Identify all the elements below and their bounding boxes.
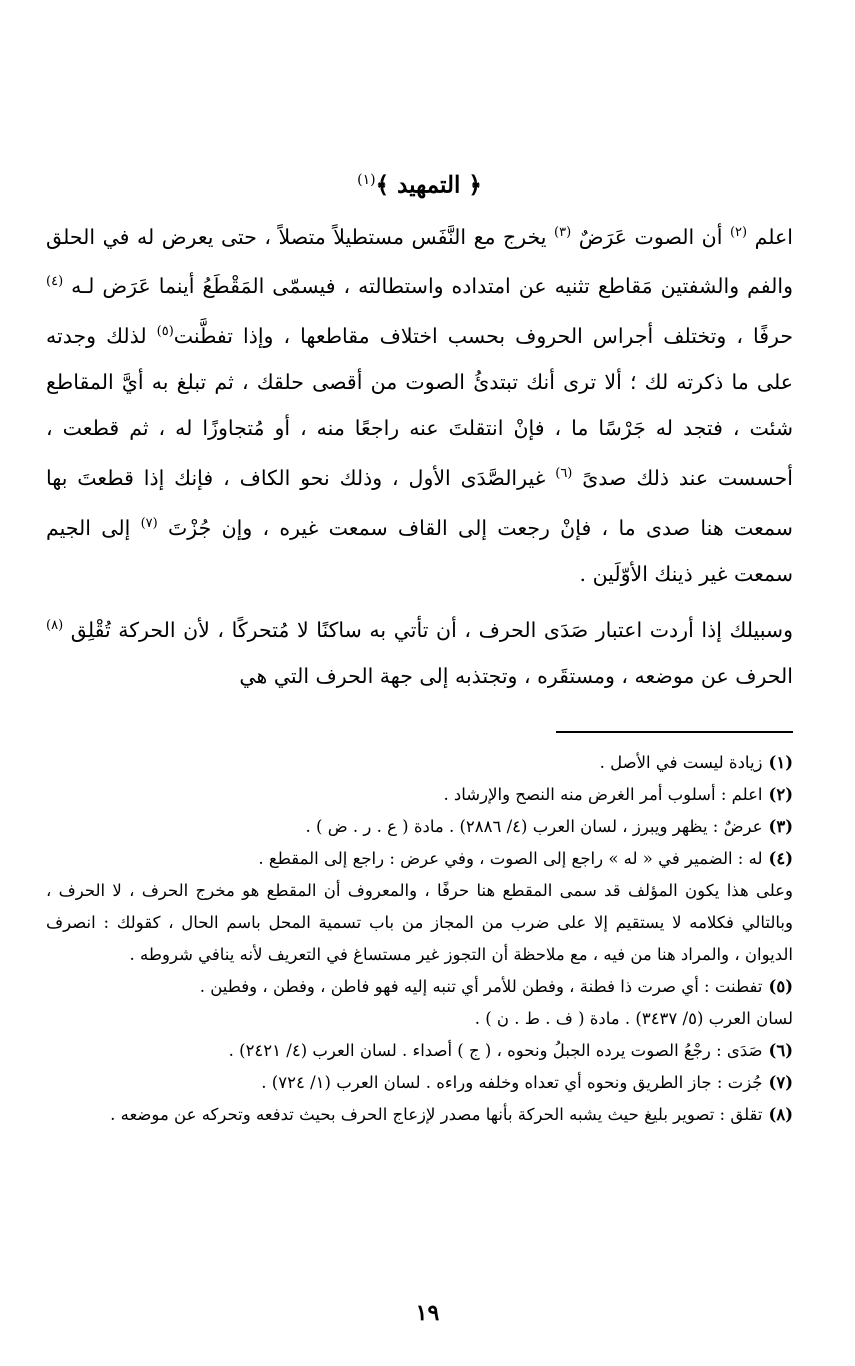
section-title-text: ﴿ التمهيد ﴾ xyxy=(375,171,482,199)
footnote-number: (٧) xyxy=(768,1072,793,1092)
footnote-text: صَدَى : رجْعُ الصوت يرده الجبلُ ونحوه ، ( ج ) أصداء . لسان العرب (٤/ ٢٤٢١) . xyxy=(228,1040,763,1060)
footnote xyxy=(46,843,793,875)
footnote-text: جُزت : جاز الطريق ونحوه أي تعداه وخلفه وراءه . لسان العرب (١/ ٧٢٤) . xyxy=(261,1072,763,1092)
footnote xyxy=(46,1067,793,1099)
footnote-text: تقلق : تصوير بليغ حيث يشبه الحركة بأنها مصدر لإزعاج الحرف بحيث تدفعه وتحركه عن موضعه . xyxy=(110,1104,763,1124)
footnote-ref: (٢) xyxy=(729,224,748,240)
footnote-ref: (٦) xyxy=(555,466,573,482)
footnote xyxy=(46,875,793,971)
section-title xyxy=(46,160,793,206)
footnote-separator xyxy=(556,731,793,733)
footnote-number: (٤) xyxy=(768,848,793,868)
paragraph-text: يخرج مع النَّفَس مستطيلاً متصلاً ، حتى يعرض له في الحلق والفم والشفتين مَقاطع تثنيه عن امتداده واستطالته ، فيسمّى المَقْطَعُ أينما عَرَض لـه xyxy=(46,224,793,299)
body-paragraph-2 xyxy=(46,603,793,699)
paragraph-text: اعلم xyxy=(747,224,793,249)
footnote-ref: (٣) xyxy=(554,224,572,240)
footnote-text: تفطنت : أي صرت ذا فطنة ، وفطن للأمر أي تنبه إليه فهو فاطن ، وفطن ، وفطين . xyxy=(199,976,763,996)
footnote-ref: (٤) xyxy=(46,274,64,290)
paragraph-text: غيرالصَّدَى الأول ، وذلك نحو الكاف ، فإنك إذا قطعتَ بها سمعت هنا صدى ما ، فإنْ رجعت إلى القاف سمعت غيره ، وإن جُزْتَ xyxy=(46,465,793,540)
footnote-text: لسان العرب (٥/ ٣٤٣٧) . مادة ( ف . ط . ن ) . xyxy=(474,1008,793,1028)
footnote xyxy=(46,779,793,811)
paragraph-text: أن الصوت عَرَضٌ xyxy=(571,224,730,249)
paragraph-text: حرفًا ، وتختلف أجراس الحروف بحسب اختلاف مقاطعها ، وإذا تفطَّنت xyxy=(173,324,793,349)
footnote-number: (٢) xyxy=(768,784,793,804)
paragraph-text: إلى الجيم سمعت غير ذينك الأوّلَين . xyxy=(46,515,793,586)
footnote-text: له : الضمير في « له » راجع إلى الصوت ، وفي عرض : راجع إلى المقطع . xyxy=(258,848,763,868)
footnote-number: (٥) xyxy=(768,976,793,996)
footnote-ref: (٥) xyxy=(156,324,174,340)
footnote-number: (٣) xyxy=(768,816,793,836)
footnote-text: عرضٌ : يظهر ويبرز ، لسان العرب (٤/ ٢٨٨٦) . مادة ( ع . ر . ض ) . xyxy=(305,816,763,836)
footnote-number: (١) xyxy=(768,752,793,772)
footnotes-section xyxy=(46,747,793,1131)
footnote xyxy=(46,747,793,779)
footnote xyxy=(46,1099,793,1131)
footnote-text: وعلى هذا يكون المؤلف قد سمى المقطع هنا حرفًا ، والمعروف أن المقطع هو مخرج الحرف ، لا الحرف ، وبالتالي فكلامه لا يستقيم إلا على ضرب من المجاز من باب تسمية المحل باسم الحال ، كقولك : انصرف الديوان ، والمراد هنا من فيه ، مع ملاحظة أن التجوز غير مستساغ في التعريف لأنه ينافي شروطه . xyxy=(46,880,793,964)
page-number: ١٩ xyxy=(415,1300,440,1326)
footnote-text: اعلم : أسلوب أمر الغرض منه النصح والإرشاد . xyxy=(443,784,763,804)
footnote-number: (٦) xyxy=(768,1040,793,1060)
footnote-ref: (٧) xyxy=(140,515,158,531)
footnote xyxy=(46,971,793,1003)
footnote xyxy=(46,811,793,843)
footnote-text: زيادة ليست في الأصل . xyxy=(599,752,763,772)
footnote-number: (٨) xyxy=(768,1104,793,1124)
body-paragraph-1 xyxy=(46,210,793,597)
footnote-ref: (٨) xyxy=(46,617,64,633)
paragraph-text: لذلك وجدته على ما ذكرته لك ؛ ألا ترى أنك تبتدئُ الصوت من أقصى حلقك ، ثم تبلغ به أيَّ المقاطع شئت ، فتجد له جَرْسًا ما ، فإنْ انتقلتَ عنه راجعًا منه ، أو مُتجاوزًا له ، ثم قطعت ، أحسست عند ذلك صدىً xyxy=(46,324,793,490)
paragraph-text: وسبيلك إذا أردت اعتبار صَدَى الحرف ، أن تأتي به ساكنًا لا مُتحركًا ، لأن الحركة تُقْلِق xyxy=(63,617,793,642)
paragraph-text: الحرف عن موضعه ، ومستقَره ، وتجتذبه إلى جهة الحرف التي هي xyxy=(239,663,793,688)
footnote xyxy=(46,1003,793,1035)
footnote xyxy=(46,1035,793,1067)
title-footnote-ref: (١) xyxy=(357,172,376,188)
